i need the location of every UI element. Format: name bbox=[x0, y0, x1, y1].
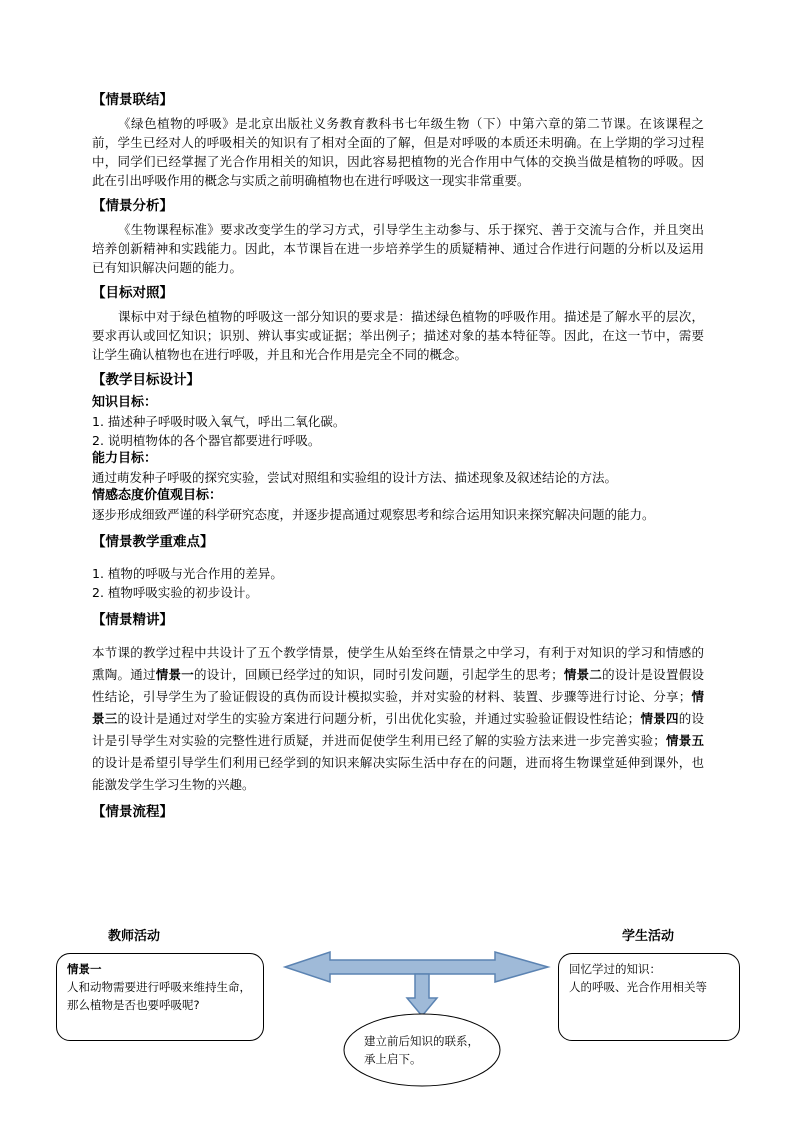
teacher-scenario-box bbox=[56, 953, 264, 1041]
student-activity-title: 学生活动 bbox=[622, 929, 675, 944]
heading-situation-detail: 【情景精讲】 bbox=[92, 612, 173, 628]
ability-goal-title: 能力目标： bbox=[92, 451, 158, 466]
heading-situation-link: 【情景联结】 bbox=[92, 92, 173, 108]
heading-key-points: 【情景教学重难点】 bbox=[92, 534, 214, 550]
key-point-1: 1. 植物的呼吸与光合作用的差异。 bbox=[92, 566, 283, 581]
knowledge-goal-title: 知识目标： bbox=[92, 395, 158, 410]
key-point-2: 2. 植物呼吸实验的初步设计。 bbox=[92, 585, 258, 600]
detail-text-1: 本节课的教学过程中共设计了五个教学情景，使学生从始至终在情景之中学习，有利于对知识的学习和情感的熏陶。通过 bbox=[92, 645, 704, 682]
center-ellipse-text: 建立前后知识的联系，承上启下。 bbox=[364, 1034, 479, 1066]
knowledge-goal-2: 2. 说明植物体的各个器官都要进行呼吸。 bbox=[92, 433, 321, 448]
down-arrow bbox=[407, 974, 437, 1016]
emotion-goal-title: 情感态度价值观目标： bbox=[92, 488, 223, 503]
detail-text-5: 的设计是引导学生对实验的完整性进行质疑，并进而促使学生利用已经了解的实验方法来进一步完善实验； bbox=[92, 711, 704, 748]
para-situation-analysis: 《生物课程标准》要求改变学生的学习方式，引导学生主动参与、乐于探究、善于交流与合作，并且突出培养创新精神和实践能力。因此，本节课旨在进一步培养学生的质疑精神、通过合作进行问题的分析以及运用已有知识解决问题的能力。 bbox=[92, 222, 704, 275]
teacher-activity-title: 教师活动 bbox=[108, 929, 161, 944]
detail-bold-5: 情景五 bbox=[665, 733, 704, 748]
teacher-box-title: 情景一 bbox=[67, 962, 102, 976]
student-activity-box bbox=[558, 953, 740, 1041]
heading-situation-flow: 【情景流程】 bbox=[92, 804, 173, 820]
heading-goal-compare: 【目标对照】 bbox=[92, 285, 173, 301]
detail-text-3: 的设计是设置假设性结论，引导学生为了验证假设的真伪而设计模拟实验，并对实验的材料、装置、步骤等进行讨论、分享； bbox=[92, 667, 704, 704]
heading-situation-analysis: 【情景分析】 bbox=[92, 198, 173, 214]
emotion-goal-text: 逐步形成细致严谨的科学研究态度，并逐步提高通过观察思考和综合运用知识来探究解决问题的能力。 bbox=[92, 507, 655, 522]
detail-bold-4: 情景四 bbox=[640, 711, 679, 726]
detail-bold-3: 情景三 bbox=[92, 689, 704, 726]
detail-text-2: 的设计，回顾已经学过的知识，同时引发问题，引起学生的思考； bbox=[194, 667, 564, 682]
detail-text-4: 的设计是通过对学生的实验方案进行问题分析，引出优化实验，并通过实验验证假设性结论； bbox=[117, 711, 641, 726]
para-goal-compare: 课标中对于绿色植物的呼吸这一部分知识的要求是：描述绿色植物的呼吸作用。描述是了解水平的层次，要求再认或回忆知识；识别、辨认事实或证据；举出例子；描述对象的基本特征等。因此，在这一节中，需要让学生确认植物也在进行呼吸，并且和光合作用是完全不同的概念。 bbox=[92, 309, 704, 362]
para-situation-link: 《绿色植物的呼吸》是北京出版社义务教育教科书七年级生物（下）中第六章的第二节课。在该课程之前，学生已经对人的呼吸相关的知识有了相对全面的了解，但是对呼吸的本质还未明确。在上学期的学习过程中，同学们已经掌握了光合作用相关的知识，因此容易把植物的光合作用中气体的交换当做是植物的呼吸。因此在引出呼吸作用的概念与实质之前明确植物也在进行呼吸这一现实非常重要。 bbox=[92, 116, 704, 188]
detail-text-6: 的设计是希望引导学生们利用已经学到的知识来解决实际生活中存在的问题，进而将生物课堂延伸到课外，也能激发学生学习生物的兴趣。 bbox=[92, 755, 704, 792]
teacher-box-text: 人和动物需要进行呼吸来维持生命，那么植物是否也要呼吸呢? bbox=[67, 980, 251, 1012]
detail-bold-2: 情景二 bbox=[563, 667, 603, 682]
student-box-line2: 人的呼吸、光合作用相关等 bbox=[569, 980, 707, 994]
knowledge-goal-1: 1. 描述种子呼吸时吸入氧气，呼出二氧化碳。 bbox=[92, 414, 346, 429]
detail-bold-1: 情景一 bbox=[155, 667, 195, 682]
heading-teaching-goal: 【教学目标设计】 bbox=[92, 372, 200, 388]
ability-goal-text: 通过萌发种子呼吸的探究实验，尝试对照组和实验组的设计方法、描述现象及叙述结论的方法。 bbox=[92, 470, 618, 485]
student-box-line1: 回忆学过的知识： bbox=[569, 962, 661, 976]
